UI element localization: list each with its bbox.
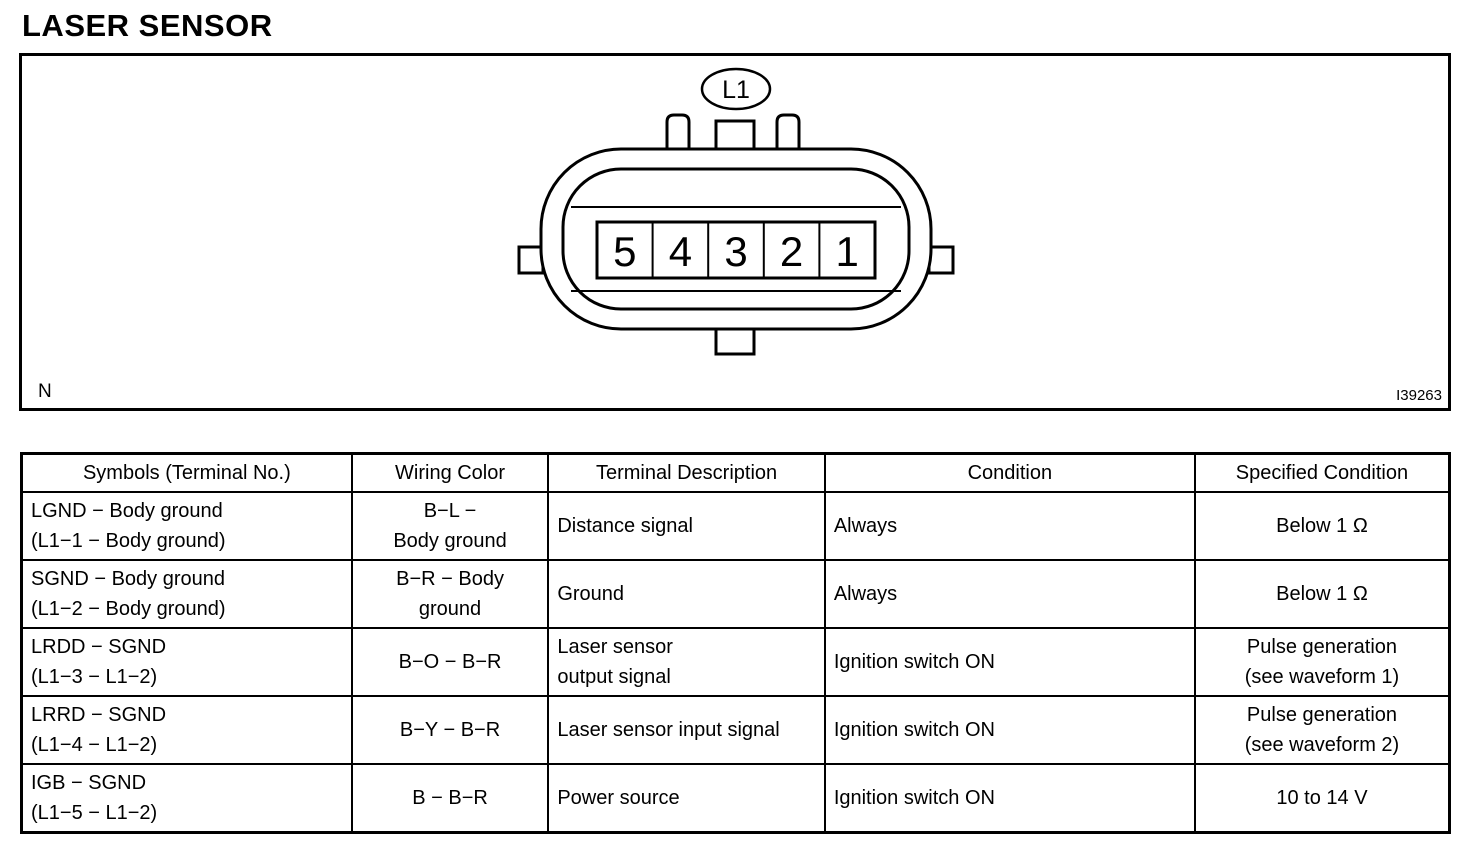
header-condition: Condition	[825, 454, 1195, 493]
connector-side-tab-left	[519, 247, 543, 273]
cell-symbol: LGND − Body ground (L1−1 − Body ground)	[22, 492, 352, 560]
cell-wiring: B−Y − B−R	[352, 696, 549, 764]
terminal-spec-table	[20, 452, 1451, 834]
cell-description: Laser sensor input signal	[548, 696, 824, 764]
cell-wiring: B−O − B−R	[352, 628, 549, 696]
connector-label: L1	[722, 76, 750, 104]
cell-specified: Pulse generation (see waveform 2)	[1195, 696, 1450, 764]
table-row	[22, 560, 1450, 628]
figure-corner-label: N	[38, 381, 52, 402]
connector-top-tab-center	[716, 121, 754, 149]
table-row	[22, 764, 1450, 833]
cell-specified: Below 1 Ω	[1195, 492, 1450, 560]
header-terminal-description: Terminal Description	[548, 454, 824, 493]
table-row	[22, 492, 1450, 560]
table-row	[22, 696, 1450, 764]
cell-description: Power source	[548, 764, 824, 833]
header-symbols: Symbols (Terminal No.)	[22, 454, 352, 493]
pin-3: 3	[724, 228, 748, 275]
cell-description: Laser sensor output signal	[548, 628, 824, 696]
cell-wiring: B−L − Body ground	[352, 492, 549, 560]
cell-specified: Pulse generation (see waveform 1)	[1195, 628, 1450, 696]
cell-symbol: IGB − SGND (L1−5 − L1−2)	[22, 764, 352, 833]
cell-symbol: LRDD − SGND (L1−3 − L1−2)	[22, 628, 352, 696]
connector-figure	[19, 53, 1451, 411]
table-row	[22, 628, 1450, 696]
cell-wiring: B − B−R	[352, 764, 549, 833]
pin-5: 5	[613, 228, 637, 275]
connector-top-tab-right	[777, 115, 799, 149]
page-title: LASER SENSOR	[22, 8, 273, 43]
cell-symbol: SGND − Body ground (L1−2 − Body ground)	[22, 560, 352, 628]
connector-diagram	[22, 56, 1448, 408]
cell-condition: Ignition switch ON	[825, 764, 1195, 833]
header-wiring-color: Wiring Color	[352, 454, 549, 493]
cell-condition: Always	[825, 560, 1195, 628]
cell-symbol: LRRD − SGND (L1−4 − L1−2)	[22, 696, 352, 764]
pin-2: 2	[779, 228, 804, 275]
connector-top-tab-left	[667, 115, 689, 149]
figure-id: I39263	[1396, 387, 1442, 404]
cell-description: Distance signal	[548, 492, 824, 560]
connector-side-tab-right	[929, 247, 953, 273]
cell-description: Ground	[548, 560, 824, 628]
cell-wiring: B−R − Body ground	[352, 560, 549, 628]
header-specified-condition: Specified Condition	[1195, 454, 1450, 493]
cell-specified: Below 1 Ω	[1195, 560, 1450, 628]
cell-condition: Ignition switch ON	[825, 696, 1195, 764]
cell-condition: Always	[825, 492, 1195, 560]
table-header-row	[22, 454, 1450, 493]
cell-condition: Ignition switch ON	[825, 628, 1195, 696]
cell-specified: 10 to 14 V	[1195, 764, 1450, 833]
pin-4: 4	[668, 228, 693, 275]
pin-1: 1	[835, 228, 859, 275]
